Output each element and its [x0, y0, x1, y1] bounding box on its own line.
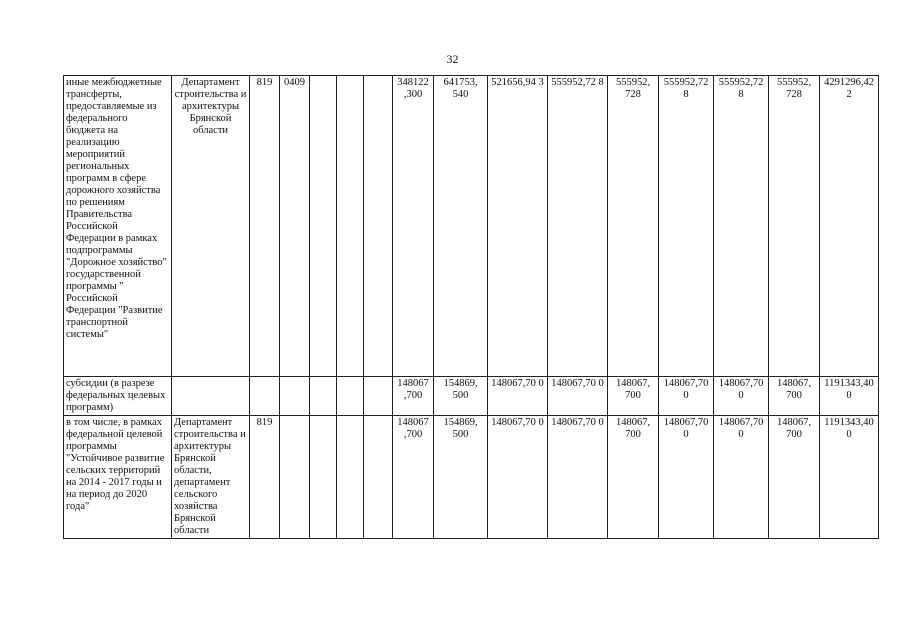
value-cell: 148067,70 0 [488, 416, 548, 539]
row-name-cell: субсидии (в разрезе федеральных целевых программ) [64, 377, 172, 416]
value-cell: 154869, 500 [434, 416, 488, 539]
department-cell: Департамент строительства и архитектуры Брянской области, департамент сельского хозяйства Брянской области [172, 416, 250, 539]
value-cell: 555952, 728 [608, 76, 659, 377]
value-cell: 148067, 700 [769, 416, 820, 539]
row-name-cell: иные межбюджетные трансферты, предоставляемые из федерального бюджета на реализацию мероприятий региональных программ в сфере дорожного хозяйства по решениям Правительства Российской Федерации в рамках подпрограммы "Дорожное хозяйство" государственной программы " Российской Федерации "Развитие транспортной системы" [64, 76, 172, 377]
grbs-cell: 819 [250, 416, 280, 539]
value-cell: 148067,70 0 [488, 377, 548, 416]
rzpr-cell [280, 416, 310, 539]
value-cell: 148067 ,700 [393, 416, 434, 539]
value-cell: 555952,72 8 [659, 76, 714, 377]
value-cell: 148067,70 0 [659, 377, 714, 416]
value-cell: 148067, 700 [608, 416, 659, 539]
value-cell: 348122 ,300 [393, 76, 434, 377]
table-row [64, 377, 879, 416]
budget-table [63, 75, 879, 539]
value-cell: 521656,94 3 [488, 76, 548, 377]
value-cell: 148067,70 0 [714, 416, 769, 539]
department-cell [172, 377, 250, 416]
table-row [64, 416, 879, 539]
value-cell: 154869, 500 [434, 377, 488, 416]
value-cell: 148067 ,700 [393, 377, 434, 416]
rzpr-cell: 0409 [280, 76, 310, 377]
value-cell: 148067,70 0 [548, 377, 608, 416]
value-cell: 148067, 700 [608, 377, 659, 416]
total-cell: 1191343,40 0 [820, 416, 879, 539]
grbs-cell [250, 377, 280, 416]
empty-cell [310, 377, 337, 416]
total-cell: 1191343,40 0 [820, 377, 879, 416]
department-cell: Департамент строительства и архитектуры Брянской области [172, 76, 250, 377]
value-cell: 148067,70 0 [714, 377, 769, 416]
empty-cell [310, 416, 337, 539]
page-number: 32 [446, 52, 459, 66]
value-cell: 148067, 700 [769, 377, 820, 416]
empty-cell [364, 416, 393, 539]
grbs-cell: 819 [250, 76, 280, 377]
empty-cell [310, 76, 337, 377]
empty-cell [337, 377, 364, 416]
rzpr-cell [280, 377, 310, 416]
table-row [64, 76, 879, 377]
value-cell: 148067,70 0 [548, 416, 608, 539]
value-cell: 555952,72 8 [714, 76, 769, 377]
value-cell: 555952,72 8 [548, 76, 608, 377]
empty-cell [337, 76, 364, 377]
value-cell: 148067,70 0 [659, 416, 714, 539]
empty-cell [364, 377, 393, 416]
value-cell: 555952, 728 [769, 76, 820, 377]
empty-cell [364, 76, 393, 377]
total-cell: 4291296,42 2 [820, 76, 879, 377]
empty-cell [337, 416, 364, 539]
row-name-cell: в том числе, в рамках федеральной целевой программы "Устойчивое развитие сельских территорий на 2014 - 2017 годы и на период до 2020 года" [64, 416, 172, 539]
value-cell: 641753, 540 [434, 76, 488, 377]
